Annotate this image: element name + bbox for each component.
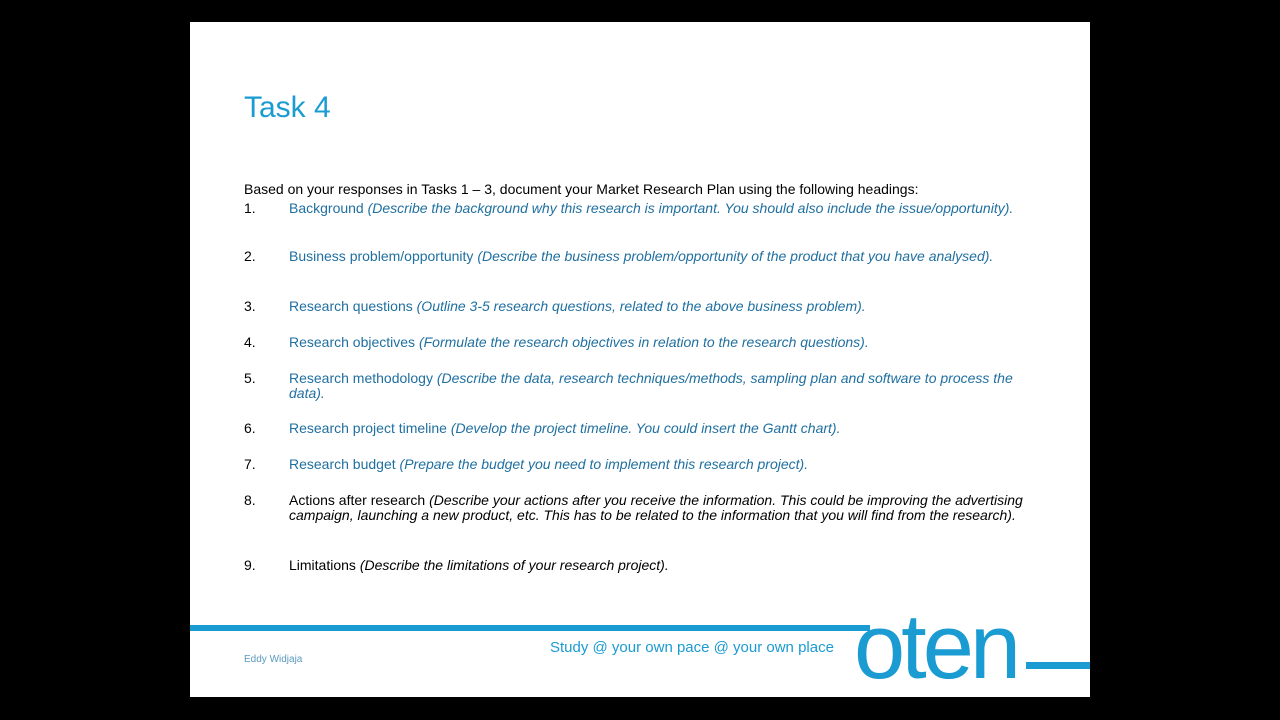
- item-heading: Background: [289, 200, 368, 216]
- item-description: (Describe the business problem/opportunity of the product that you have analysed).: [477, 248, 994, 264]
- item-description: (Outline 3-5 research questions, related to the above business problem).: [416, 298, 866, 314]
- item-number: 9.: [244, 557, 256, 573]
- item-description: (Formulate the research objectives in relation to the research questions).: [418, 334, 869, 350]
- presentation-slide: [190, 22, 1090, 697]
- oten-logo: oten: [854, 596, 1018, 697]
- item-heading: Research objectives: [289, 334, 419, 350]
- item-number: 1.: [244, 200, 256, 216]
- item-heading: Research methodology: [289, 370, 437, 386]
- item-heading: Research project timeline: [289, 420, 451, 436]
- item-number: 5.: [244, 370, 256, 386]
- item-number: 3.: [244, 298, 256, 314]
- item-heading: Limitations: [289, 557, 360, 573]
- item-description: (Develop the project timeline. You could insert the Gantt chart).: [450, 420, 841, 436]
- footer-author: Eddy Widjaja: [244, 654, 303, 665]
- item-number: 7.: [244, 456, 256, 472]
- item-heading: Research budget: [289, 456, 400, 472]
- footer-divider: [190, 625, 870, 631]
- slide-title: Task 4: [244, 91, 331, 124]
- item-description: (Describe the data, research techniques/methods, sampling plan and software to process the data).: [289, 370, 1013, 401]
- intro-text: Based on your responses in Tasks 1 – 3, document your Market Research Plan using the following headings:: [244, 181, 919, 197]
- logo-underline: [1026, 662, 1090, 669]
- item-heading: Actions after research: [289, 492, 430, 508]
- item-number: 2.: [244, 248, 256, 264]
- item-heading: Business problem/opportunity: [289, 248, 478, 264]
- item-description: (Describe the limitations of your research project).: [359, 557, 669, 573]
- item-number: 4.: [244, 334, 256, 350]
- item-description: (Prepare the budget you need to implement this research project).: [399, 456, 809, 472]
- item-heading: Research questions: [289, 298, 417, 314]
- item-number: 8.: [244, 492, 256, 508]
- footer-tagline: Study @ your own pace @ your own place: [550, 639, 834, 656]
- item-description: (Describe your actions after you receive the information. This could be improving the advertising campaign, launching a new product, etc. This has to be related to the information that you will find from the research).: [289, 492, 1023, 523]
- item-description: (Describe the background why this research is important. You should also include the issue/opportunity).: [367, 200, 1014, 216]
- item-number: 6.: [244, 420, 256, 436]
